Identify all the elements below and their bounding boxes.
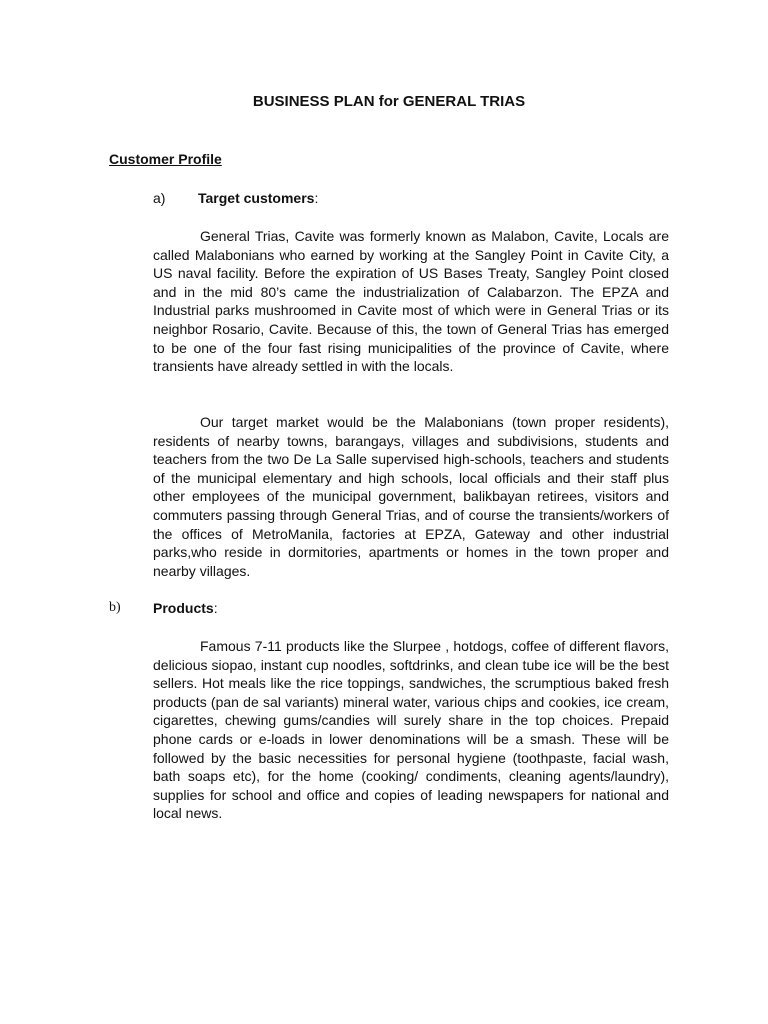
item-heading-suffix: : [314, 190, 319, 206]
item-heading-suffix: : [213, 600, 218, 616]
document-title: BUSINESS PLAN for GENERAL TRIAS [252, 93, 526, 110]
item-marker-b: b) [109, 600, 121, 615]
item-heading-text: Products [153, 600, 214, 616]
section-heading-customer-profile: Customer Profile [109, 151, 222, 167]
item-heading-products [153, 600, 218, 616]
paragraph-target-customers-2: Our target market would be the Malabonians (town proper residents), residents of nearby towns, barangays, villages and subdivisions, students and teachers from the two De La Salle supervised high-schools, teachers and students of the municipal elementary and high schools, local officials and their staff plus other employees of the municipal government, balikbayan retirees, visitors and commuters passing through General Trias, and of course the transients/workers of the offices of MetroManila, factories at EPZA, Gateway and other industrial parks,who reside in dormitories, apartments or homes in the town proper and nearby villages. [153, 414, 669, 579]
item-heading-text: Target customers [198, 190, 315, 206]
paragraph-products-1: Famous 7-11 products like the Slurpee , hotdogs, coffee of different flavors, delicious siopao, instant cup noodles, softdrinks, and clean tube ice will be the best sellers. Hot meals like the rice toppings, sandwiches, the scrumptious baked fresh products (pan de sal variants) mineral water, various chips and cookies, ice cream, cigarettes, chewing gums/candies will surely share in the top choices. Prepaid phone cards or e-loads in lower denominations will be a smash. These will be followed by the basic necessities for personal hygiene (toothpaste, facial wash, bath soaps etc), for the home (cooking/ condiments, cleaning agents/laundry), supplies for school and office and copies of leading newspapers for national and local news. [153, 638, 669, 822]
item-marker-a: a) [153, 190, 166, 206]
paragraph-target-customers-1: General Trias, Cavite was formerly known as Malabon, Cavite, Locals are called Malabonians who earned by working at the Sangley Point in Cavite City, a US naval facility. Before the expiration of US Bases Treaty, Sangley Point closed and in the mid 80’s came the industrialization of Calabarzon. The EPZA and Industrial parks mushroomed in Cavite most of which were in General Trias or its neighbor Rosario, Cavite. Because of this, the town of General Trias has emerged to be one of the four fast rising municipalities of the province of Cavite, where transients have already settled in with the locals. [153, 228, 669, 375]
item-heading-target-customers [198, 190, 318, 206]
